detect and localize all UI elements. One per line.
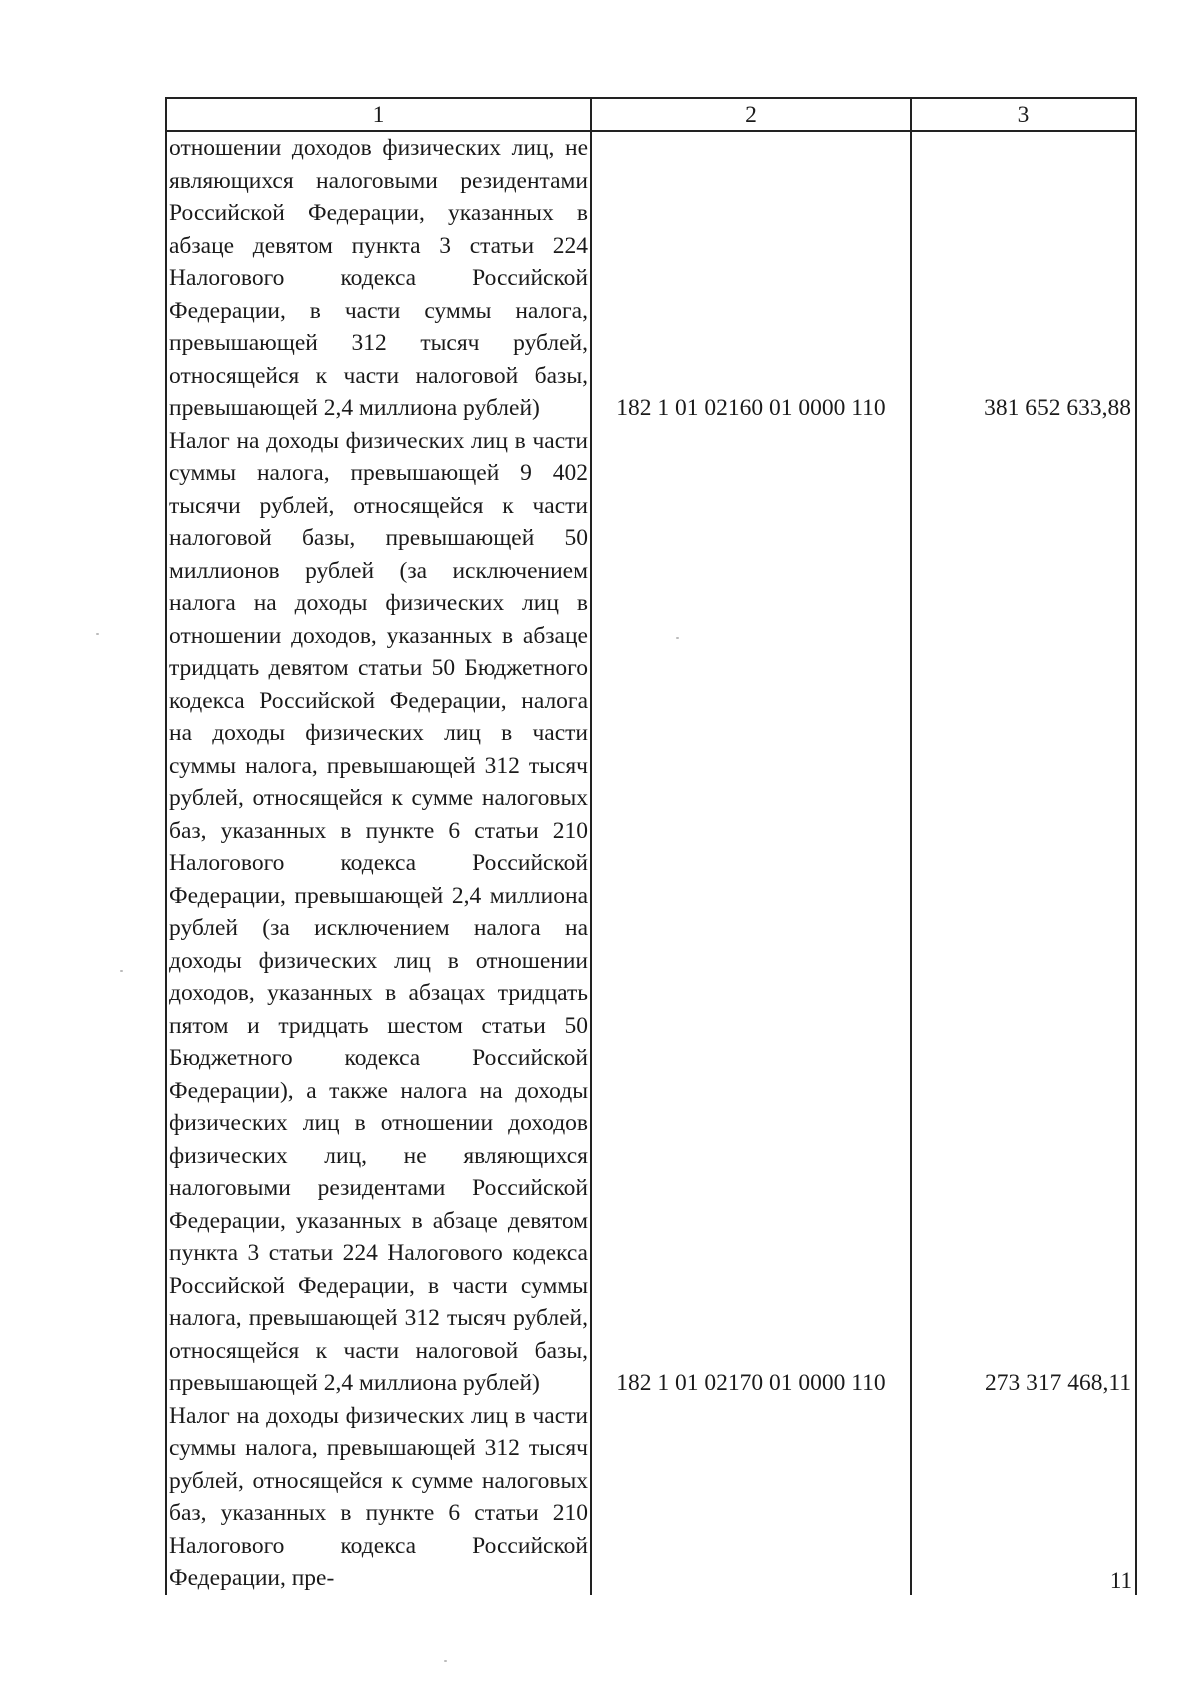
column-header-1: 1 (166, 98, 591, 131)
row-code (591, 1400, 911, 1595)
row-description-text: отношении доходов физических лиц, не являющихся налоговыми резидентами Российской Федерации, указанных в абзаце девятом пункта 3 статьи 224 Налогового кодекса Российской Федерации, в части суммы налога, превышающей 312 тысяч рублей, относящейся к части налоговой базы, превышающей 2,4 миллиона рублей) (169, 135, 588, 421)
row-amount: 273 317 468,11 (911, 425, 1136, 1400)
row-description (166, 1400, 591, 1595)
table-row (166, 425, 1136, 1400)
table-header-row (166, 98, 1136, 131)
scan-speck (676, 637, 679, 639)
row-description-text: Налог на доходы физических лиц в части суммы налога, превышающей 312 тысяч рублей, относящейся к сумме налоговых баз, указанных в пункте 6 статьи 210 Налогового кодекса Российской Федерации, пре- (169, 1402, 588, 1591)
row-code: 182 1 01 02170 01 0000 110 (591, 425, 911, 1400)
page-number: 11 (1109, 1568, 1132, 1593)
row-description (166, 425, 591, 1400)
column-header-2: 2 (591, 98, 911, 131)
row-amount (911, 1400, 1136, 1595)
row-description-text: Налог на доходы физических лиц в части суммы налога, превышающей 9 402 тысячи рублей, относящейся к части налоговой базы, превышающей 50 миллионов рублей (за исключением налога на доходы физических лиц в отношении доходов, указанных в абзаце тридцать девятом статьи 50 Бюджетного кодекса Российской Федерации, налога на доходы физических лиц в части суммы налога, превышающей 312 тысяч рублей, относящейся к сумме налоговых баз, указанных в пункте 6 статьи 210 Налогового кодекса Российской Федерации, превышающей 2,4 миллиона рублей (за исключением налога на доходы физических лиц в отношении доходов, указанных в абзацах тридцать пятом и тридцать шестом статьи 50 Бюджетного кодекса Российской Федерации), а также налога на доходы физических лиц в отношении доходов физических лиц, не являющихся налоговыми резидентами Российской Федерации, указанных в абзаце девятом пункта 3 статьи 224 Налогового кодекса Российской Федерации, в части суммы налога, превышающей 312 тысяч рублей, относящейся к части налоговой базы, превышающей 2,4 миллиона рублей) (169, 427, 588, 1396)
column-header-3: 3 (911, 98, 1136, 131)
row-amount: 381 652 633,88 (911, 131, 1136, 425)
table-row (166, 131, 1136, 425)
revenue-table (165, 97, 1137, 1595)
row-code: 182 1 01 02160 01 0000 110 (591, 131, 911, 425)
table-row (166, 1400, 1136, 1595)
scan-speck (444, 1660, 447, 1662)
row-description (166, 131, 591, 425)
scan-speck (120, 970, 123, 972)
scan-speck (96, 633, 99, 635)
